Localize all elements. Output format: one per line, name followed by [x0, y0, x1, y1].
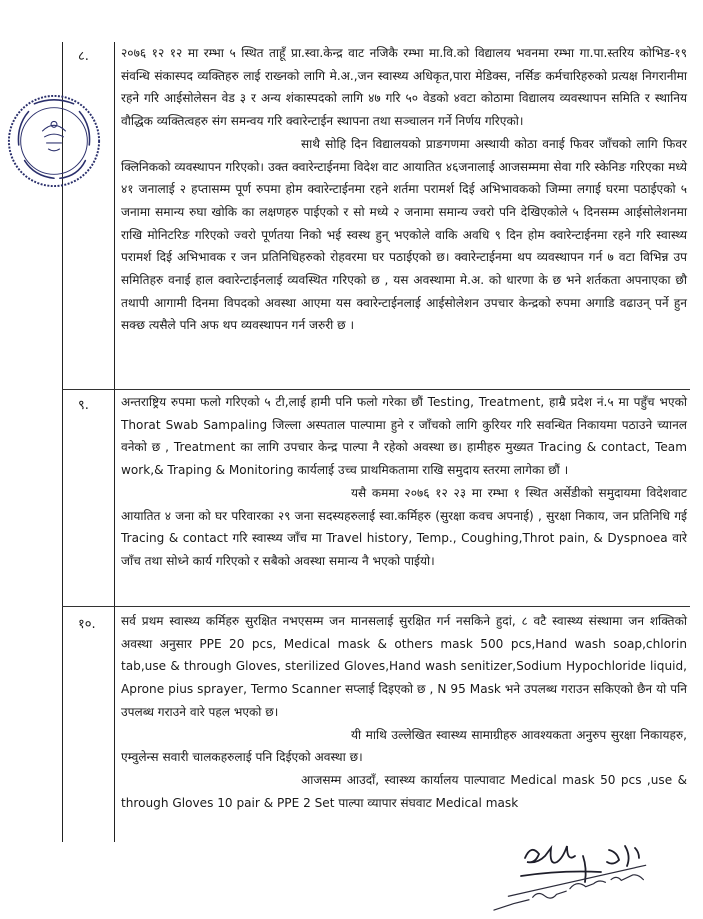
section-8-para-2: साथै सोहि दिन विद्यालयको प्राङगणमा अस्थायी कोठा वनाई फिवर जाँचको लागि फिवर क्लिनिकको व्यवस्थापन गरिएको। उक्त क्वारेन्टाईनमा विदेश वाट आयातित ४६जनालाई आजसम्ममा सेवा गरि स्केनिङ गरिएका मध्ये ४१ जनालाई २ हप्तासम्म पूर्ण रुपमा होम क्वारेन्टाईनमा रहने शर्तमा परामर्श दिई अभिभावकको जिम्मा लगाई घरमा पठाईएको ५ जनामा समान्य रुघा खोकि का लक्षणहरु पाईएको र सो मध्ये २ जनामा समान्य ज्वरो पनि देखिएकोले ५ दिनसम्म आईसोलेशनमा राखि मोनिटरिङ गरिएको ज्वरो पूर्णतया निको भई स्वस्थ हुन् भएकोले वाकि अवधि ९ दिन होम क्वारेन्टाईनमा रहने गरि स्वास्थ्य परामर्श दिई अभिभावक र जन प्रतिनिधिहरुको रोहवरमा घर पठाईएको छ। क्वारेन्टाईनमा थप व्यवस्थापन गर्न ७ वटा विभिन्न उप समितिहरु वनाई हाल क्वारेन्टाईनलाई व्यवस्थित गरिएको छ , यस अवस्थामा मे.अ. को धारणा के छ भने शर्तकता अपनाएका छौ तथापी आगामी दिनमा विपदको अवस्था आएमा यस क्वारेन्टाईनलाई आईसोलेशन उपचार केन्द्रको रुपमा अगाडि वढाउन् पर्ने हुन सक्छ त्यसैले पनि अफ थप व्यवस्थापन गर्न जरुरी छ ।: [121, 136, 687, 333]
column-divider-right: [114, 42, 115, 842]
section-9-body: [121, 391, 687, 573]
section-10-para-3: आजसम्म आउदाँ, स्वास्थ्य कार्यालय पाल्पावाट Medical mask 50 pcs ,use & through Gloves 10 pair & PPE 2 Set पाल्पा व्यापार संघवाट Medical mask: [121, 772, 687, 810]
section-10-body: [121, 610, 687, 814]
office-seal-icon: [5, 92, 103, 190]
section-number-8: ८.: [78, 49, 89, 64]
section-8-para-1: २०७६ १२ १२ मा रम्भा ५ स्थित ताहूँ प्रा.स्वा.केन्द्र वाट नजिकै रम्भा मा.वि.को विद्यालय भवनमा रम्भा गा.पा.स्तरिय कोभिड-१९ संवन्धि संकास्पद व्यक्तिहरु लाई राख्नको लागि मे.अ.,जन स्वास्थ्य अधिकृत,पारा मेडिक्स, नर्सिङ कर्मचारिहरुको प्रत्यक्ष निगरानीमा रहने गरि आईसोलेसन वेड ३ र अन्य शंकास्पदको लागि ४७ गरि ५० वेडको ४वटा कोठामा विद्यालय व्यवस्थापन समिति र स्थानिय वौद्धिक व्यक्तित्वहरु संग समन्वय गरि क्वारेन्टाईन स्थापना तथा सञ्चालन गर्ने निर्णय गरिएको।: [121, 46, 687, 129]
section-number-10: १०.: [78, 617, 96, 632]
section-8-body: [121, 42, 687, 337]
section-10-para-1: सर्व प्रथम स्वास्थ्य कर्मिहरु सुरक्षित नभएसम्म जन मानसलाई सुरक्षित गर्न नसकिने हुदां, ८ वटै स्वास्थ्य संस्थामा जन शक्तिको अवस्था अनुसार PPE 20 pcs, Medical mask & others mask 500 pcs,Hand wash soap,chlorin tab,use & through Gloves, sterilized Gloves,Hand wash senitizer,Sodium Hypochloride liquid, Aprone pius sprayer, Termo Scanner सप्लाई दिइएको छ , N 95 Mask भने उपलब्ध गराउन सकिएको छैन यो पनि उपलब्ध गराउने वारे पहल भएको छ।: [121, 614, 687, 719]
section-10-para-2: यी माथि उल्लेखित स्वास्थ्य सामाग्रीहरु आवश्यकता अनुरुप सुरक्षा निकायहरु, एम्वुलेन्स सवारी चालकहरुलाई पनि दिईएको अवस्था छ।: [121, 727, 687, 765]
section-9-para-1: अन्तराष्ट्रिय रुपमा फलो गरिएको ५ टी,लाई हामी पनि फलो गरेका छौं Testing, Treatment, हाम्रै प्रदेश नं.५ मा पहुँच भएको Thorat Swab Sampaling जिल्ला अस्पताल पाल्पामा हुने र जाँचको लागि कुरियर गरि सवन्धित निकायमा पठाउने च्यानल वनेको छ , Treatment का लागि उपचार केन्द्र पाल्पा नै रहेको अवस्था छ। हामीहरु मुख्यत Tracing & contact, Team work,& Traping & Monitoring कार्यलाई उच्च प्राथमिकतामा राखि समुदाय स्तरमा लागेका छौं ।: [121, 395, 687, 478]
section-9-para-2: यसै कममा २०७६ १२ २३ मा रम्भा १ स्थित अर्सेडीको समुदायमा विदेशवाट आयातित ४ जना को घर परिवारका २९ जना सदस्यहरुलाई स्वा.कर्मिहरु (सुरक्षा कवच अपनाई) , सुरक्षा निकाय, जन प्रतिनिधि गई Tracing & contact गरि स्वास्थ्य जाँच मा Travel history, Temp., Coughing,Throt pain, & Dyspnoea वारे जाँच तथा सोध्ने कार्य गरिएको र सबैको अवस्था समान्य नै भएको पाईयो।: [121, 485, 687, 568]
row-divider-2: [62, 606, 690, 607]
row-divider-1: [62, 389, 690, 390]
section-number-9: ९.: [78, 398, 89, 413]
